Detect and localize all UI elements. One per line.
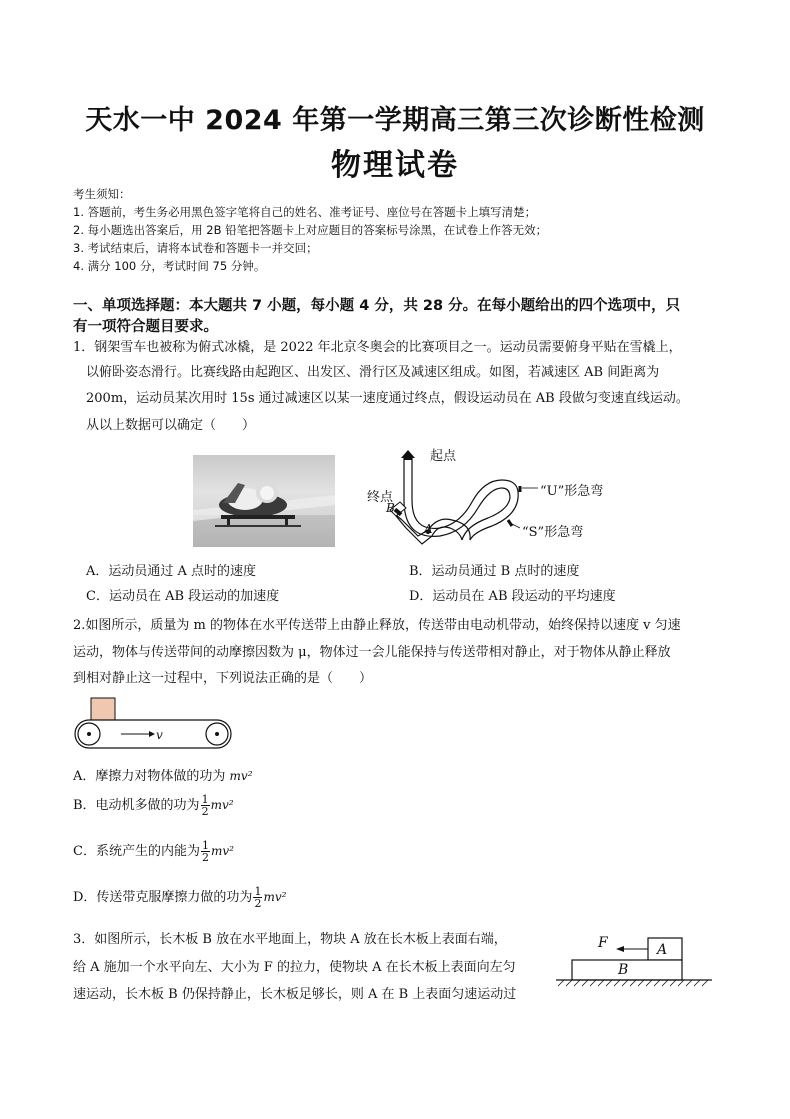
fraction-numerator: 1: [201, 793, 209, 806]
q2-option-c-text: C．系统产生的内能为: [73, 844, 200, 859]
page-title: 天水一中 2024 年第一学期高三第三次诊断性检测: [85, 105, 705, 136]
section-heading-line2: 有一项符合题目要求。: [73, 319, 218, 335]
q2-line-3: 到相对静止这一过程中，下列说法正确的是（ ）: [73, 671, 373, 686]
label-end: 终点: [367, 490, 394, 505]
q2-option-d-expr: mv²: [263, 890, 287, 904]
fraction: [201, 794, 210, 817]
fraction-denominator: 2: [201, 851, 209, 864]
label-s-turn: “S”形急弯: [522, 525, 584, 540]
q1-option-a: A．运动员通过 A 点时的速度: [86, 564, 257, 579]
fraction-denominator: 2: [254, 897, 262, 910]
q2-option-a-text: A．摩擦力对物体做的功为: [73, 769, 230, 784]
q2-option-c: [73, 840, 234, 863]
fraction-numerator: 1: [254, 885, 262, 898]
q2-option-b-expr: mv²: [210, 798, 234, 812]
board-b-label: B: [618, 962, 629, 978]
conveyor-velocity-label: v: [156, 728, 163, 742]
q2-line-2: 运动，物体与传送带间的动摩擦因数为 μ，物体过一会儿能保持与传送带相对静止，对于物体从静止释放: [73, 645, 671, 660]
q1-option-c: C．运动员在 AB 段运动的加速度: [86, 589, 280, 604]
notice-item-2: 2. 每小题选出答案后，用 2B 铅笔把答题卡上对应题目的答案标号涂黑，在试卷上作答无效；: [73, 223, 548, 237]
q2-option-a-expr: mv²: [229, 769, 253, 783]
notice-item-3: 3. 考试结束后，请将本试卷和答题卡一并交回；: [73, 241, 318, 255]
conveyor-belt-diagram: [73, 696, 233, 752]
q3-line-1: 3．如图所示，长木板 B 放在水平地面上，物块 A 放在长木板上表面右端，: [73, 932, 507, 947]
q2-option-d: [73, 886, 286, 909]
q3-line-3: 速运动，长木板 B 仍保持静止，长木板足够长，则 A 在 B 上表面匀速运动过: [73, 987, 517, 1002]
q2-line-1: 2.如图所示，质量为 m 的物体在水平传送带上由静止释放，传送带由电动机带动，始终保持以速度 v 匀速: [73, 618, 681, 633]
section-heading-line1: 一、单项选择题：本大题共 7 小题，每小题 4 分，共 28 分。在每小题给出的四个选项中，只: [73, 298, 681, 314]
skeleton-athlete-photo: [193, 455, 335, 547]
notice-heading: 考生须知：: [73, 187, 131, 201]
fraction: [253, 886, 262, 909]
q1-option-d: D．运动员在 AB 段运动的平均速度: [409, 589, 616, 604]
q1-line-1: 1．钢架雪车也被称为俯式冰橇，是 2022 年北京冬奥会的比赛项目之一。运动员需要俯身平贴在雪橇上，: [73, 340, 682, 355]
page-subtitle: 物理试卷: [331, 148, 459, 183]
fraction-numerator: 1: [201, 839, 209, 852]
q3-line-2: 给 A 施加一个水平向左、大小为 F 的拉力，使物块 A 在长木板上表面向左匀: [73, 960, 516, 975]
label-start: 起点: [430, 449, 457, 464]
q2-option-b: [73, 794, 234, 817]
force-label: F: [598, 935, 608, 951]
notice-item-1: 1. 答题前，考生务必用黑色签字笔将自己的姓名、准考证号、座位号在答题卡上填写清楚；: [73, 205, 537, 219]
label-u-turn: “U”形急弯: [540, 484, 604, 499]
label-b: B: [386, 501, 395, 515]
q2-option-d-text: D．传送带克服摩擦力做的功为: [73, 890, 253, 905]
board-block-diagram: [552, 934, 717, 990]
notice-item-4: 4. 满分 100 分，考试时间 75 分钟。: [73, 259, 266, 273]
label-a: A: [424, 522, 433, 536]
q1-line-2: 以俯卧姿态滑行。比赛线路由起跑区、出发区、滑行区及减速区组成。如图，若减速区 AB 间距离为: [86, 365, 660, 380]
q1-line-3: 200m，运动员某次用时 15s 通过减速区以某一速度通过终点，假设运动员在 AB 段做匀变速直线运动。: [86, 391, 689, 406]
block-a-label: A: [657, 942, 668, 958]
fraction-denominator: 2: [201, 805, 209, 818]
q1-line-4: 从以上数据可以确定（ ）: [86, 418, 256, 433]
q2-option-a: [73, 765, 253, 784]
q2-option-b-text: B．电动机多做的功为: [73, 798, 200, 813]
q1-option-b: B．运动员通过 B 点时的速度: [409, 564, 580, 579]
q2-option-c-expr: mv²: [210, 844, 234, 858]
fraction: [201, 840, 210, 863]
